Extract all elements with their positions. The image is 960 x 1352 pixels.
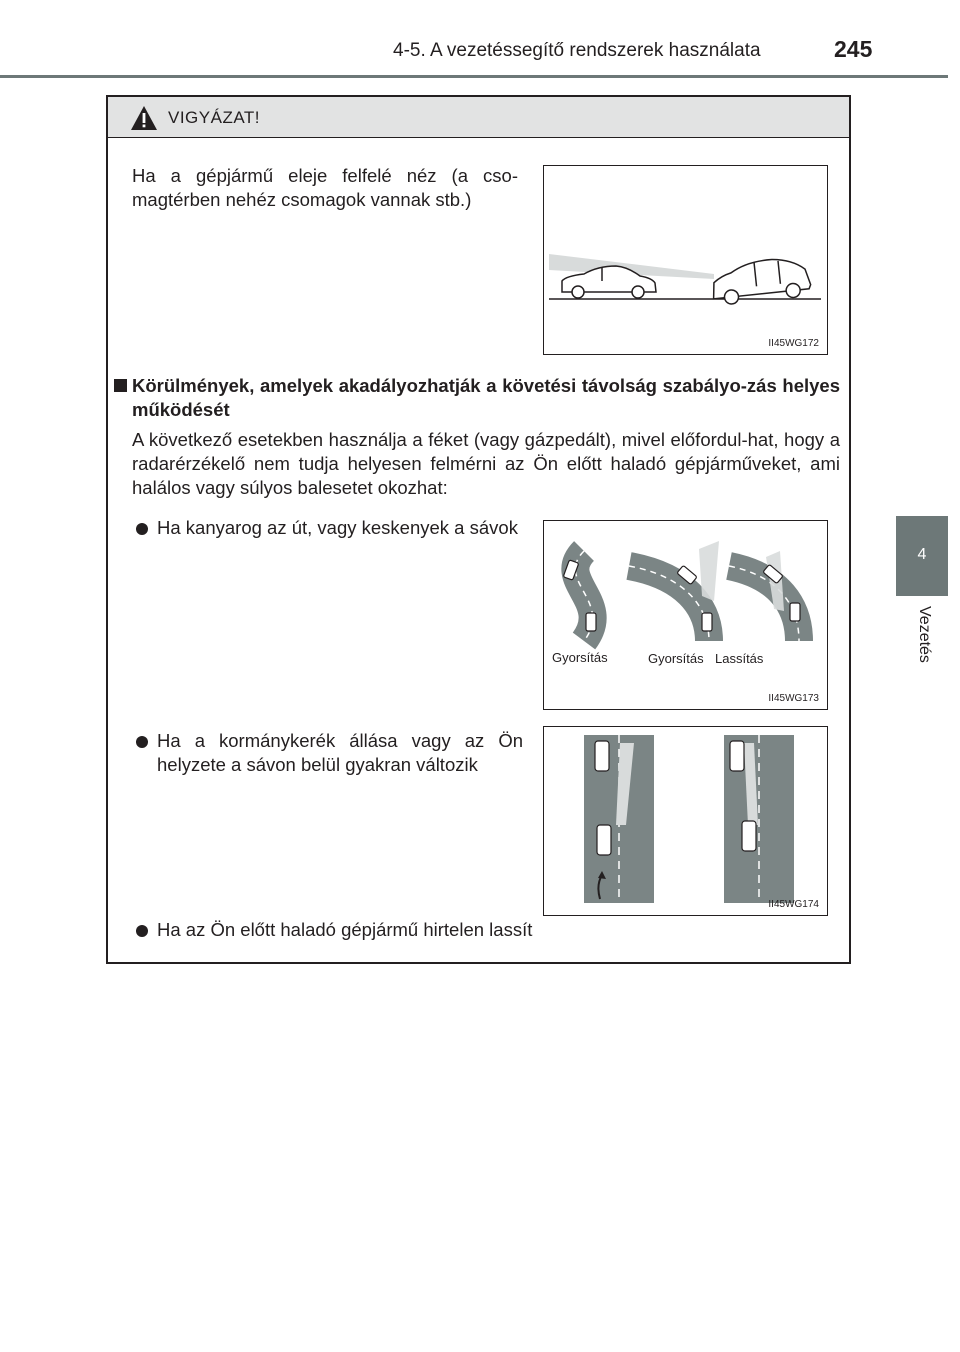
figure-label-accelerate-2: Gyorsítás (648, 651, 704, 666)
bullet-text-steering-position: Ha a kormánykerék állása vagy az Ön helyzete a sávon belül gyakran változik (157, 730, 523, 775)
figure-code: II45WG173 (768, 693, 819, 704)
section-body: A következő esetekben használja a féket (vagy gázpedált), mivel előfordul-hat, hogy a radarérzékelő nem tudja helyesen felmérni az Ön előtt haladó gépjárműveket, ami halálos vagy súlyos balesetet okozhat: (132, 429, 840, 498)
bullet-icon (136, 736, 148, 748)
chapter-number: 4 (917, 546, 927, 563)
warning-header (108, 97, 849, 138)
header-rule (0, 75, 948, 78)
lane-position-illustration (544, 727, 827, 915)
warning-triangle-icon (130, 105, 158, 131)
bullet-text-curvy-road: Ha kanyarog az út, vagy keskenyek a sávok (157, 517, 518, 538)
section-heading: Körülmények, amelyek akadályozhatják a követési távolság szabályo-zás helyes működését (132, 375, 840, 420)
warning-label: VIGYÁZAT! (168, 108, 261, 127)
bullet-text-sudden-braking: Ha az Ön előtt haladó gépjármű hirtelen lassít (157, 919, 533, 940)
figure-nose-up-car (543, 165, 828, 355)
curvy-roads-illustration (544, 521, 827, 709)
figure-code: II45WG172 (768, 338, 819, 349)
figure-label-decelerate: Lassítás (715, 651, 764, 666)
section-title: 4-5. A vezetéssegítő rendszerek használata (393, 40, 761, 61)
page-number: 245 (834, 36, 873, 62)
bullet-icon (136, 925, 148, 937)
figure-lane-position (543, 726, 828, 916)
figure-label-accelerate-1: Gyorsítás (552, 650, 608, 665)
bullet-icon (136, 523, 148, 535)
section-marker-icon (114, 379, 127, 392)
intro-text: Ha a gépjármű eleje felfelé néz (a cso-magtérben nehéz csomagok vannak stb.) (132, 165, 518, 210)
chapter-label: Vezetés (916, 606, 933, 663)
nose-up-car-illustration (544, 166, 827, 354)
figure-code: II45WG174 (768, 899, 819, 910)
chapter-tab[interactable] (896, 516, 948, 596)
figure-curvy-roads (543, 520, 828, 710)
